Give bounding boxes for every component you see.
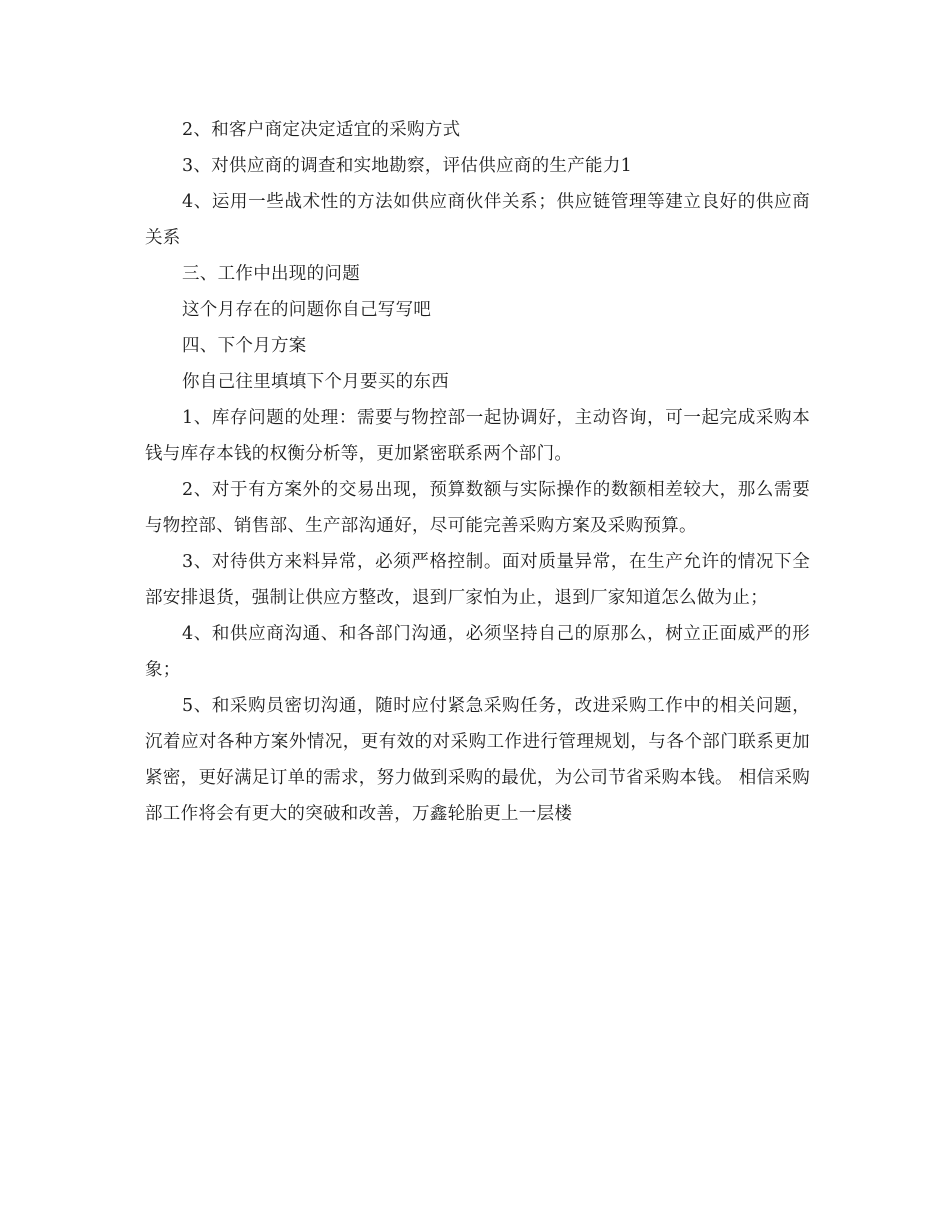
paragraph-unplanned-transactions: 2、对于有方案外的交易出现，预算数额与实际操作的数额相差较大，那么需要与物控部、销售部、生产部沟通好，尽可能完善采购方案及采购预算。 <box>145 480 810 536</box>
section-heading-next-month-plan: 四、下个月方案 <box>182 336 307 356</box>
paragraph-supplier-material-control: 3、对待供方来料异常，必须严格控制。面对质量异常，在生产允许的情况下全部安排退货，强制让供应方整改，退到厂家怕为止，退到厂家知道怎么做为止； <box>145 552 810 608</box>
paragraph-buyer-communication: 5、和采购员密切沟通，随时应付紧急采购任务，改进采购工作中的相关问题，沉着应对各种方案外情况，更有效的对采购工作进行管理规划，与各个部门联系更加紧密，更好满足订单的需求，努力做到采购的最优，为公司节省采购本钱。 相信采购部工作将会有更大的突破和改善，万鑫轮胎更上一层楼 <box>145 696 810 824</box>
paragraph-procurement-method: 2、和客户商定决定适宜的采购方式 <box>182 120 461 140</box>
paragraph-plan-note: 你自己往里填填下个月要买的东西 <box>182 372 449 392</box>
section-heading-problems: 三、工作中出现的问题 <box>182 264 360 284</box>
paragraph-supplier-relations: 4、运用一些战术性的方法如供应商伙伴关系；供应链管理等建立良好的供应商关系 <box>145 192 810 248</box>
paragraph-inventory-handling: 1、库存问题的处理：需要与物控部一起协调好，主动咨询，可一起完成采购本钱与库存本钱的权衡分析等，更加紧密联系两个部门。 <box>145 408 810 464</box>
paragraph-problems-note: 这个月存在的问题你自己写写吧 <box>182 300 432 320</box>
paragraph-communication-principles: 4、和供应商沟通、和各部门沟通，必须坚持自己的原那么，树立正面威严的形象； <box>145 624 810 680</box>
paragraph-supplier-survey: 3、对供应商的调查和实地勘察，评估供应商的生产能力1 <box>182 156 633 176</box>
document-body <box>145 112 810 832</box>
